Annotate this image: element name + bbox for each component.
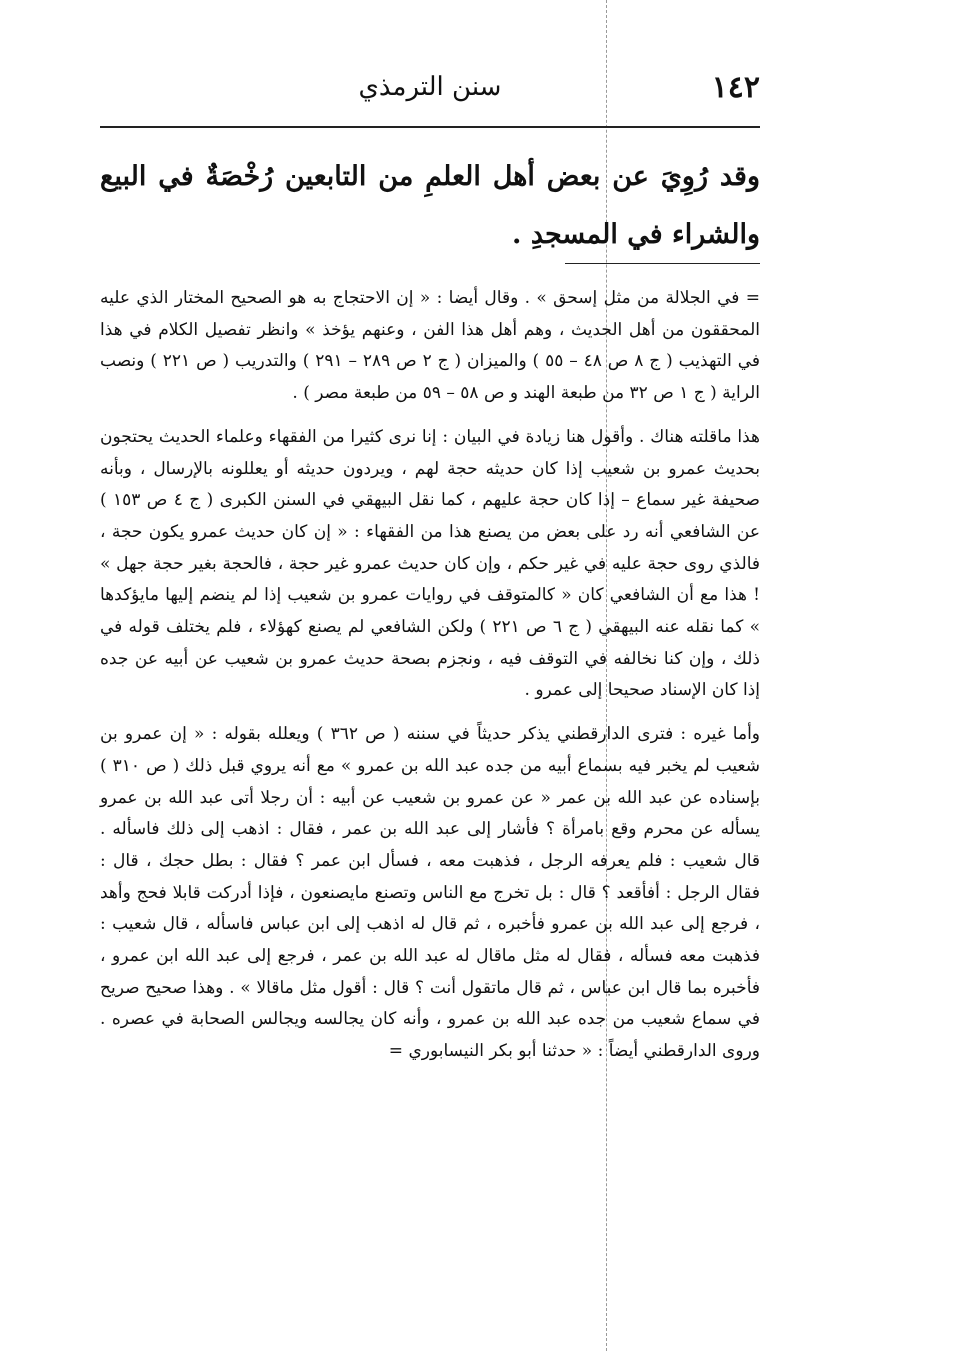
footnote-paragraph: وأما غيره : فترى الدارقطني يذكر حديثاً في سننه ( ص ٣٦٢ ) ويعلله بقوله : « إن عمرو بن شعيب لم يخبر فيه بسماع أبيه من جده عبد الله بن عمرو » مع أنه يروي قبل ذلك ( ص ٣١٠ ) بإسناده عن عبد الله بن عمر « عن عمرو بن شعيب عن أبيه : أن رجلا أتى عبد الله بن عمرو يسأله عن محرم وقع بامرأة ؟ فأشار إلى عبد الله بن عمر ، فقال : اذهب إلى ذلك فاسأله . قال شعيب : فلم يعرفه الرجل ، فذهبت معه ، فسأل ابن عمر ؟ فقال : بطل حجك ، قال : فقال الرجل : أفأقعد ؟ قال : بل تخرج مع الناس وتصنع مايصنعون ، فإذا أدركت قابلا فحج وأهد ، فرجع إلى عبد الله بن عمرو فأخبره ، ثم قال له اذهب إلى ابن عباس فاسأله ، قال شعيب : فذهبت معه فسأله ، فقال له مثل ماقال له عبد الله بن عمر ، فرجع إلى عبد الله ابن عمرو ، فأخبره بما قال ابن عباس ، ثم قال ماتقول أنت ؟ قال : أقول مثل ماقالا » . وهذا صحيح صريح في سماع شعيب من جده عبد الله بن عمرو ، وأنه كان يجالسه ويجالس الصحابة في عصره . وروى الدارقطني أيضاً : « حدثنا أبو بكر النيسابوري = <box>100 724 761 1062</box>
footnote-paragraph: هذا ماقلته هناك . وأقول هنا زيادة في البيان : إنا نرى كثيرا من الفقهاء وعلماء الحديث يحتجون بحديث عمرو بن شعيب إذا كان حديثه حجة لهم ، ويردون حديثه أو يعللونه بالإرسال ، وبأنه صحيفة غير سماع – إذا كان حجة عليهم ، كما نقل البيهقي في السنن الكبرى ( ج ٤ ص ١٥٣ ) عن الشافعي أنه رد على بعض من يصنع هذا من الفقهاء : « إن كان حديث عمرو يكون حجة ، فالذي روى حجة عليه في غير حكم ، وإن كان حديث عمرو غير حجة ، فالحجة بغير حجة جهل » ! هذا مع أن الشافعي كان « كالمتوقف في روايات عمرو بن شعيب إذا لم ينضم إليها مايؤكدها » كما نقله عنه البيهقي ( ج ٦ ص ٢٢١ ) ولكن الشافعي لم يصنع كهؤلاء ، فلم يختلف قوله في ذلك ، وإن كنا نخالفه في التوقف فيه ، ونجزم بصحة حديث عمرو بن شعيب عن أبيه عن جده إذا كان الإسناد صحيحا إلى عمرو . <box>100 426 760 701</box>
footnote-separator <box>565 263 760 264</box>
running-title: سنن الترمذي <box>358 72 502 102</box>
page-header <box>100 60 760 128</box>
main-text: وقد رُوِيَ عن بعض أهل العلمِ من التابعين رُخْصَةٌ في البيع والشراء في المسجدِ . <box>100 161 760 250</box>
footnote-paragraph: = في الجلالة من مثل إسحق » . وقال أيضا : « إن الاحتجاج به هو الصحيح المختار الذي عليه المحققون من أهل الحديث ، وهم أهل هذا الفن ، وعنهم يؤخذ » وانظر تفصيل الكلام في هذا في التهذيب ( ج ٨ ص ٤٨ – ٥٥ ) والميزان ( ج ٢ ص ٢٨٩ – ٢٩١ ) والتدريب ( ص ٢٢١ ) ونصب الراية ( ج ١ ص ٣٢ من طبعة الهند و ص ٥٨ – ٥٩ من طبعة مصر ) . <box>100 288 760 404</box>
footnotes <box>100 283 760 1080</box>
page-number: ١٤٢ <box>711 70 760 105</box>
